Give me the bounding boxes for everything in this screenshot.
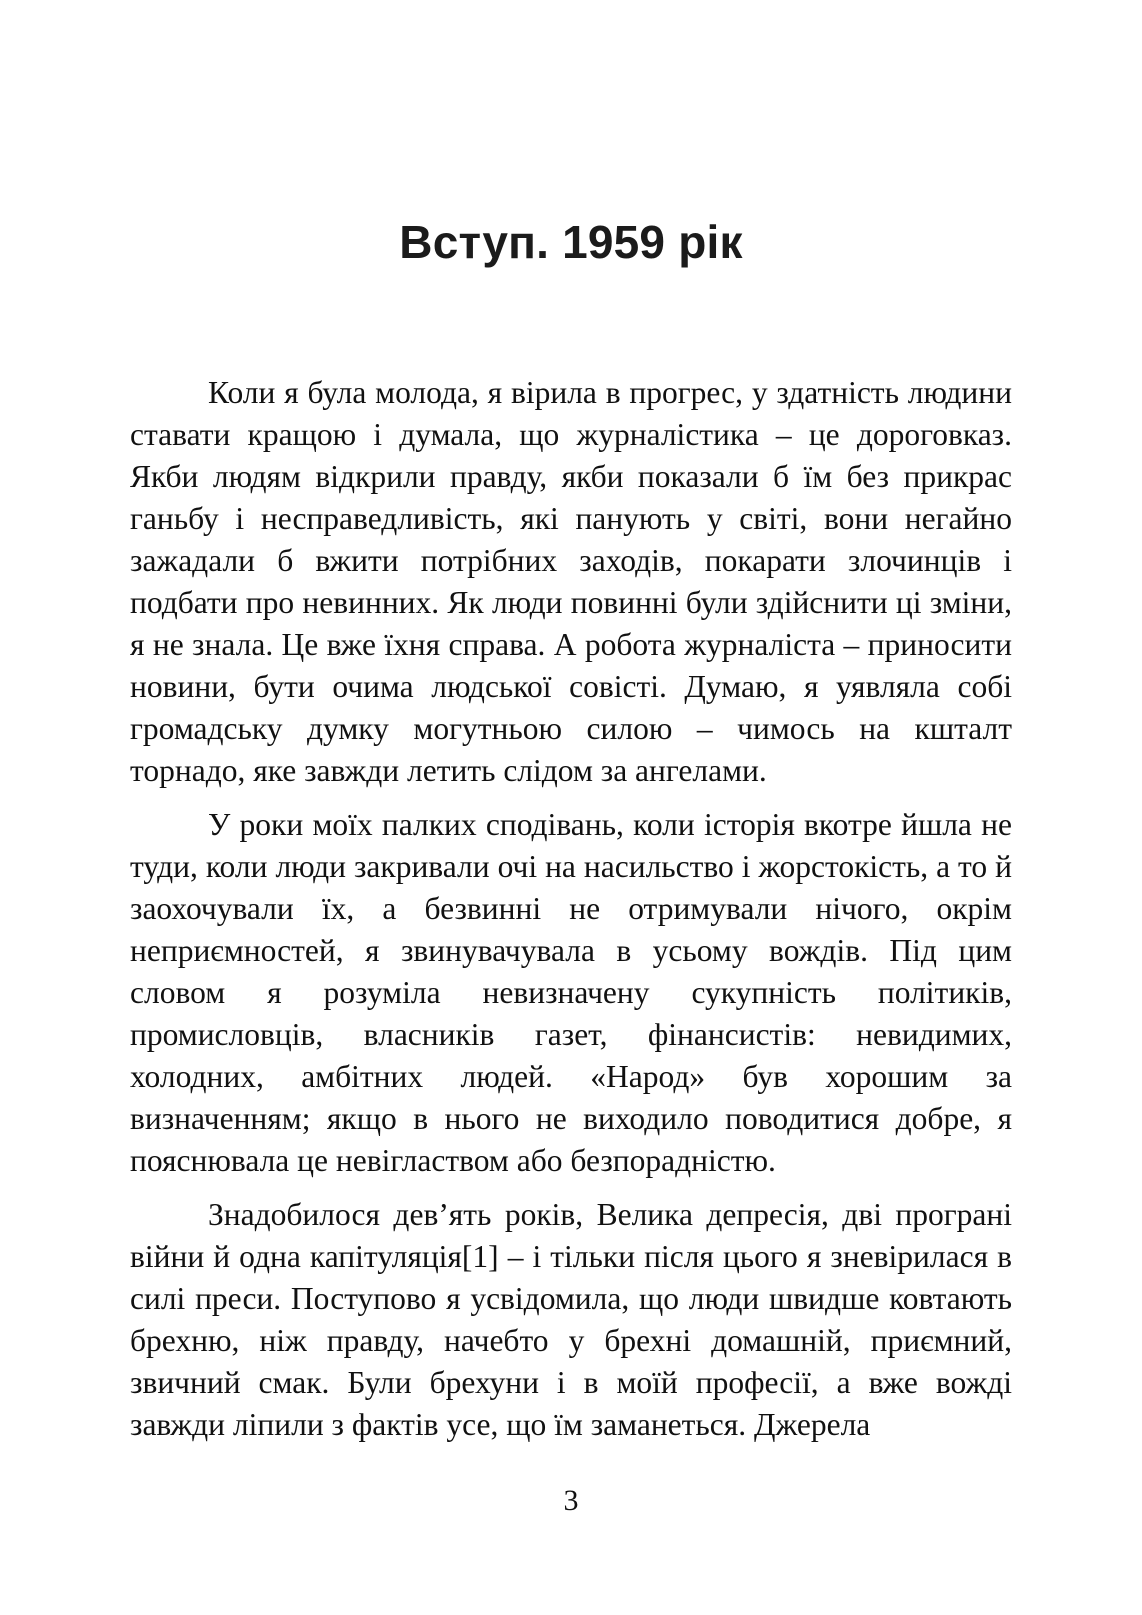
body-text-block bbox=[130, 372, 1012, 1446]
body-paragraph: Коли я була молода, я вірила в прогрес, у здатність людини ставати кращою і думала, що журналістика – це дороговказ. Якби людям відкрили правду, якби показали б їм без прикрас ганьбу і несправедливість, які панують у світі, вони негайно зажадали б вжити потрібних заходів, покарати злочинців і подбати про невинних. Як люди повинні були здійснити ці зміни, я не знала. Це вже їхня справа. А робота журналіста – приносити новини, бути очима людської совісті. Думаю, я уявляла собі громадську думку могутньою силою – чимось на кшталт торнадо, яке завжди летить слідом за ангелами. bbox=[130, 375, 1012, 788]
chapter-title: Вступ. 1959 рік bbox=[399, 215, 743, 268]
body-paragraph: У роки моїх палких сподівань, коли історія вкотре йшла не туди, коли люди закривали очі на насильство і жорстокість, а то й заохочували їх, а безвинні не отримували нічого, окрім неприємностей, я звинувачувала в усьому вождів. Під цим словом я розуміла невизначену сукупність політиків, промисловців, власників газет, фінансистів: невидимих, холодних, амбітних людей. «Народ» був хорошим за визначенням; якщо в нього не виходило поводитися добре, я пояснювала це невіглаством або безпорадністю. bbox=[130, 807, 1012, 1178]
page-number: 3 bbox=[563, 1484, 579, 1517]
body-paragraph: Знадобилося дев’ять років, Велика депресія, дві програні війни й одна капітуляція[1] – і тільки після цього я зневірилася в силі преси. Поступово я усвідомила, що люди швидше ковтають брехню, ніж правду, начебто у брехні домашній, приємний, звичний смак. Були брехуни і в моїй професії, а вже вожді завжди ліпили з фактів усе, що їм заманеться. Джерела bbox=[130, 1197, 1012, 1442]
